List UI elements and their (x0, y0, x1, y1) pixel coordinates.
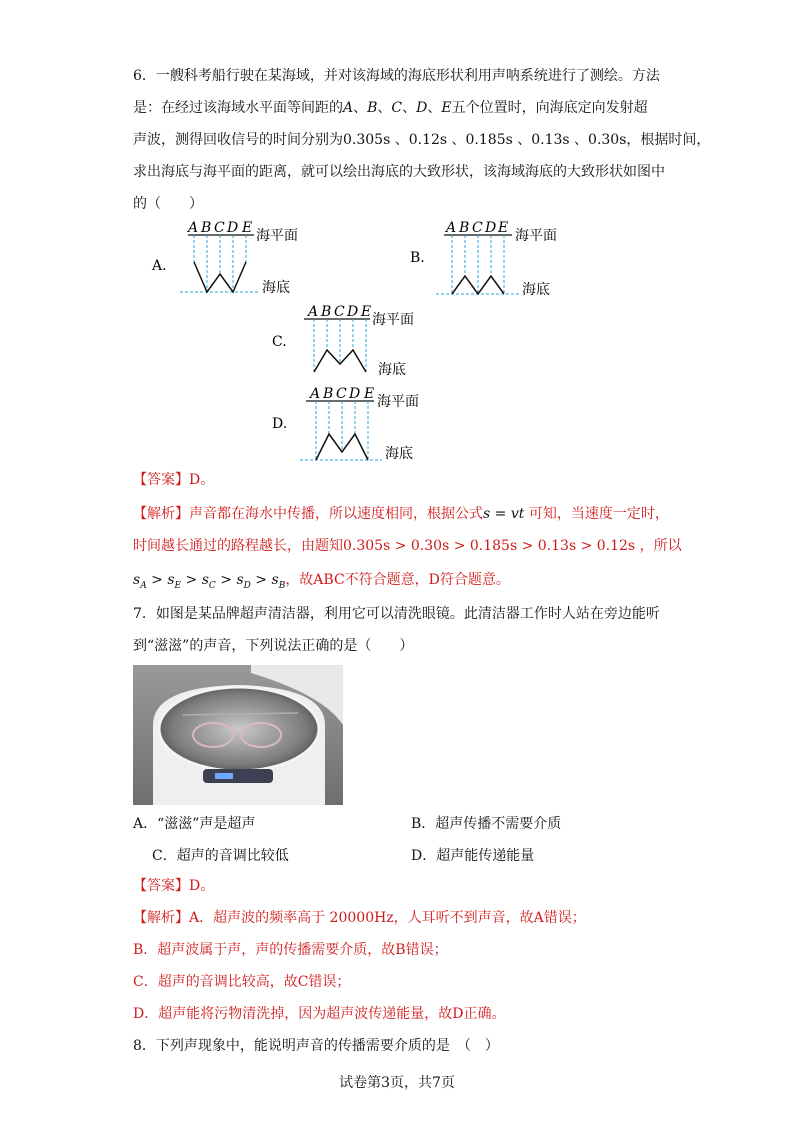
ultrasonic-cleaner-photo (133, 665, 343, 805)
q7-option-c: C．超声的音调比较低 (152, 848, 289, 864)
q6-line1: 6．一艘科考船行驶在某海域，并对该海域的海底形状利用声呐系统进行了测绘。方法 (133, 68, 660, 84)
letter-a: A (308, 304, 319, 320)
q6-line3: 声波，测得回收信号的时间分别为0.305s 、0.12s 、0.185s 、0.13s 、0.30s，根据时间， (133, 132, 711, 148)
q7-answer: 【答案】D。 (133, 878, 215, 894)
letter-a: A (310, 386, 321, 402)
sea-surface-label: 海平面 (372, 312, 414, 328)
letter-e: E (498, 220, 509, 236)
letter-a: A (188, 220, 199, 236)
sea-surface-label: 海平面 (256, 228, 298, 244)
sea-surface-label: 海平面 (377, 394, 419, 410)
q7-analysis-line3: C．超声的音调比较高，故C错误； (133, 974, 351, 990)
letter-e: E (364, 386, 375, 402)
letter-b: B (201, 220, 212, 236)
q6-line4: 求出海底与海平面的距离，就可以绘出海底的大致形状，该海域海底的大致形状如图中 (133, 164, 665, 180)
q7-line1: 7．如图是某品牌超声清洁器，利用它可以清洗眼镜。此清洁器工作时人站在旁边能听 (133, 606, 660, 622)
q6-analysis-line2: 时间越长通过的路程越长，由题知0.305s > 0.30s > 0.185s > 0.13s > 0.12s ，所以 (133, 538, 682, 554)
letter-a: A (446, 220, 457, 236)
sounding-lines (436, 235, 520, 294)
letter-b: B (321, 304, 332, 320)
sea-surface-label: 海平面 (515, 228, 557, 244)
letter-d: D (349, 386, 361, 402)
letter-e: E (361, 304, 372, 320)
q7-analysis-line1: 【解析】A．超声波的频率高于 20000Hz，人耳听不到声音，故A错误； (133, 910, 586, 926)
q7-option-d: D．超声能传递能量 (411, 848, 535, 864)
page-footer: 试卷第3页，共7页 (339, 1075, 455, 1091)
letter-c: C (214, 220, 225, 236)
letter-d: D (227, 220, 239, 236)
seabed-label: 海底 (385, 446, 413, 462)
q6-analysis-line3: $s_A > s_E > s_C > s_D > s_B$，故ABC不符合题意，D符合题意。 (133, 572, 510, 591)
letter-d: D (347, 304, 359, 320)
option-a-diagram (150, 214, 320, 308)
letter-d: D (485, 220, 497, 236)
q6-answer: 【答案】D。 (133, 472, 215, 488)
letter-b: B (323, 386, 334, 402)
letter-e: E (242, 220, 253, 236)
option-c-diagram (270, 298, 440, 386)
letter-b: B (459, 220, 470, 236)
seabed-label: 海底 (378, 362, 406, 378)
q7-analysis-line4: D．超声能将污物清洗掉，因为超声波传递能量，故D正确。 (133, 1006, 506, 1022)
option-c-label: C. (272, 334, 287, 350)
sounding-lines (180, 235, 258, 292)
letter-c: C (472, 220, 483, 236)
q7-analysis-line2: B．超声波属于声，声的传播需要介质，故B错误； (133, 942, 448, 958)
seabed-label: 海底 (522, 282, 550, 298)
option-b-diagram (408, 214, 578, 308)
option-b-label: B. (410, 250, 425, 266)
q6-line5: 的（ ） (133, 196, 203, 212)
q8-line1: 8．下列声现象中，能说明声音的传播需要介质的是 （ ） (133, 1038, 499, 1054)
q6-analysis-line1: 【解析】声音都在海水中传播，所以速度相同，根据公式s = vt 可知，当速度一定时， (133, 506, 669, 522)
q6-line2: 是：在经过该海域水平面等间距的A、B、C、D、E五个位置时，向海底定向发射超 (133, 100, 648, 116)
q7-option-b: B．超声传播不需要介质 (411, 816, 562, 832)
option-d-diagram (270, 380, 440, 474)
option-a-label: A. (152, 258, 167, 274)
seabed-label: 海底 (262, 280, 290, 296)
letter-c: C (334, 304, 345, 320)
option-d-label: D. (272, 416, 288, 432)
q7-line2: 到“滋滋”的声音，下列说法正确的是（ ） (133, 638, 414, 654)
letter-c: C (336, 386, 347, 402)
q7-option-a: A．“滋滋”声是超声 (133, 816, 256, 832)
